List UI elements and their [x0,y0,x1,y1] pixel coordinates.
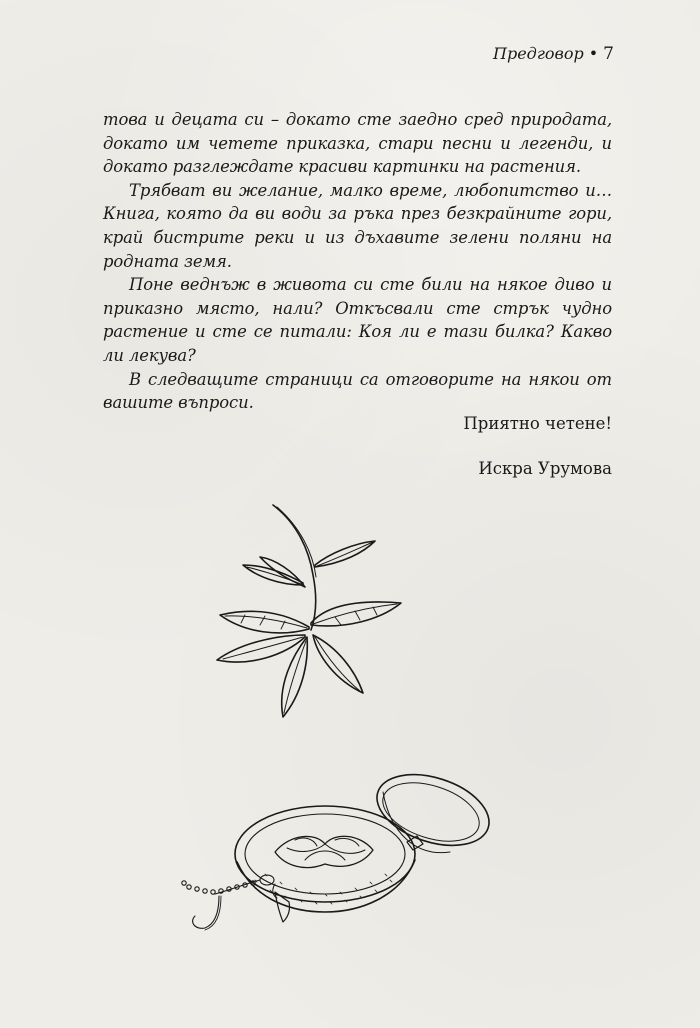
running-header [493,44,614,64]
paragraph-4: В следващите страници са отговорите на някои от вашите въпроси. [103,369,612,413]
herb-sprig-illustration [205,495,420,730]
paragraph-3: Поне веднъж в живота си сте били на някое диво и приказно място, нали? Откъсвали сте стрък чудно растение и сте се питали: Коя ли е тази билка? Какво ли лекува? [103,275,612,365]
page-number: 7 [603,44,614,64]
author-name: Искра Урумова [478,459,612,478]
closing-line: Приятно четене! [463,414,612,433]
header-separator: • [588,44,599,63]
paragraph-1: това и децата си – докато сте заедно сред природата, докато им четете приказка, стари песни и легенди, и докато разглеждате красиви картинки на растения. [103,110,612,177]
tea-infuser-illustration [175,762,505,937]
body-text [103,108,612,415]
paragraph-2: Трябват ви желание, малко време, любопитство и… Книга, която да ви води за ръка през безкрайните гори, край бистрите реки и из дъхавите зелени поляни на родната земя. [103,180,612,271]
chapter-title: Предговор [493,44,584,63]
